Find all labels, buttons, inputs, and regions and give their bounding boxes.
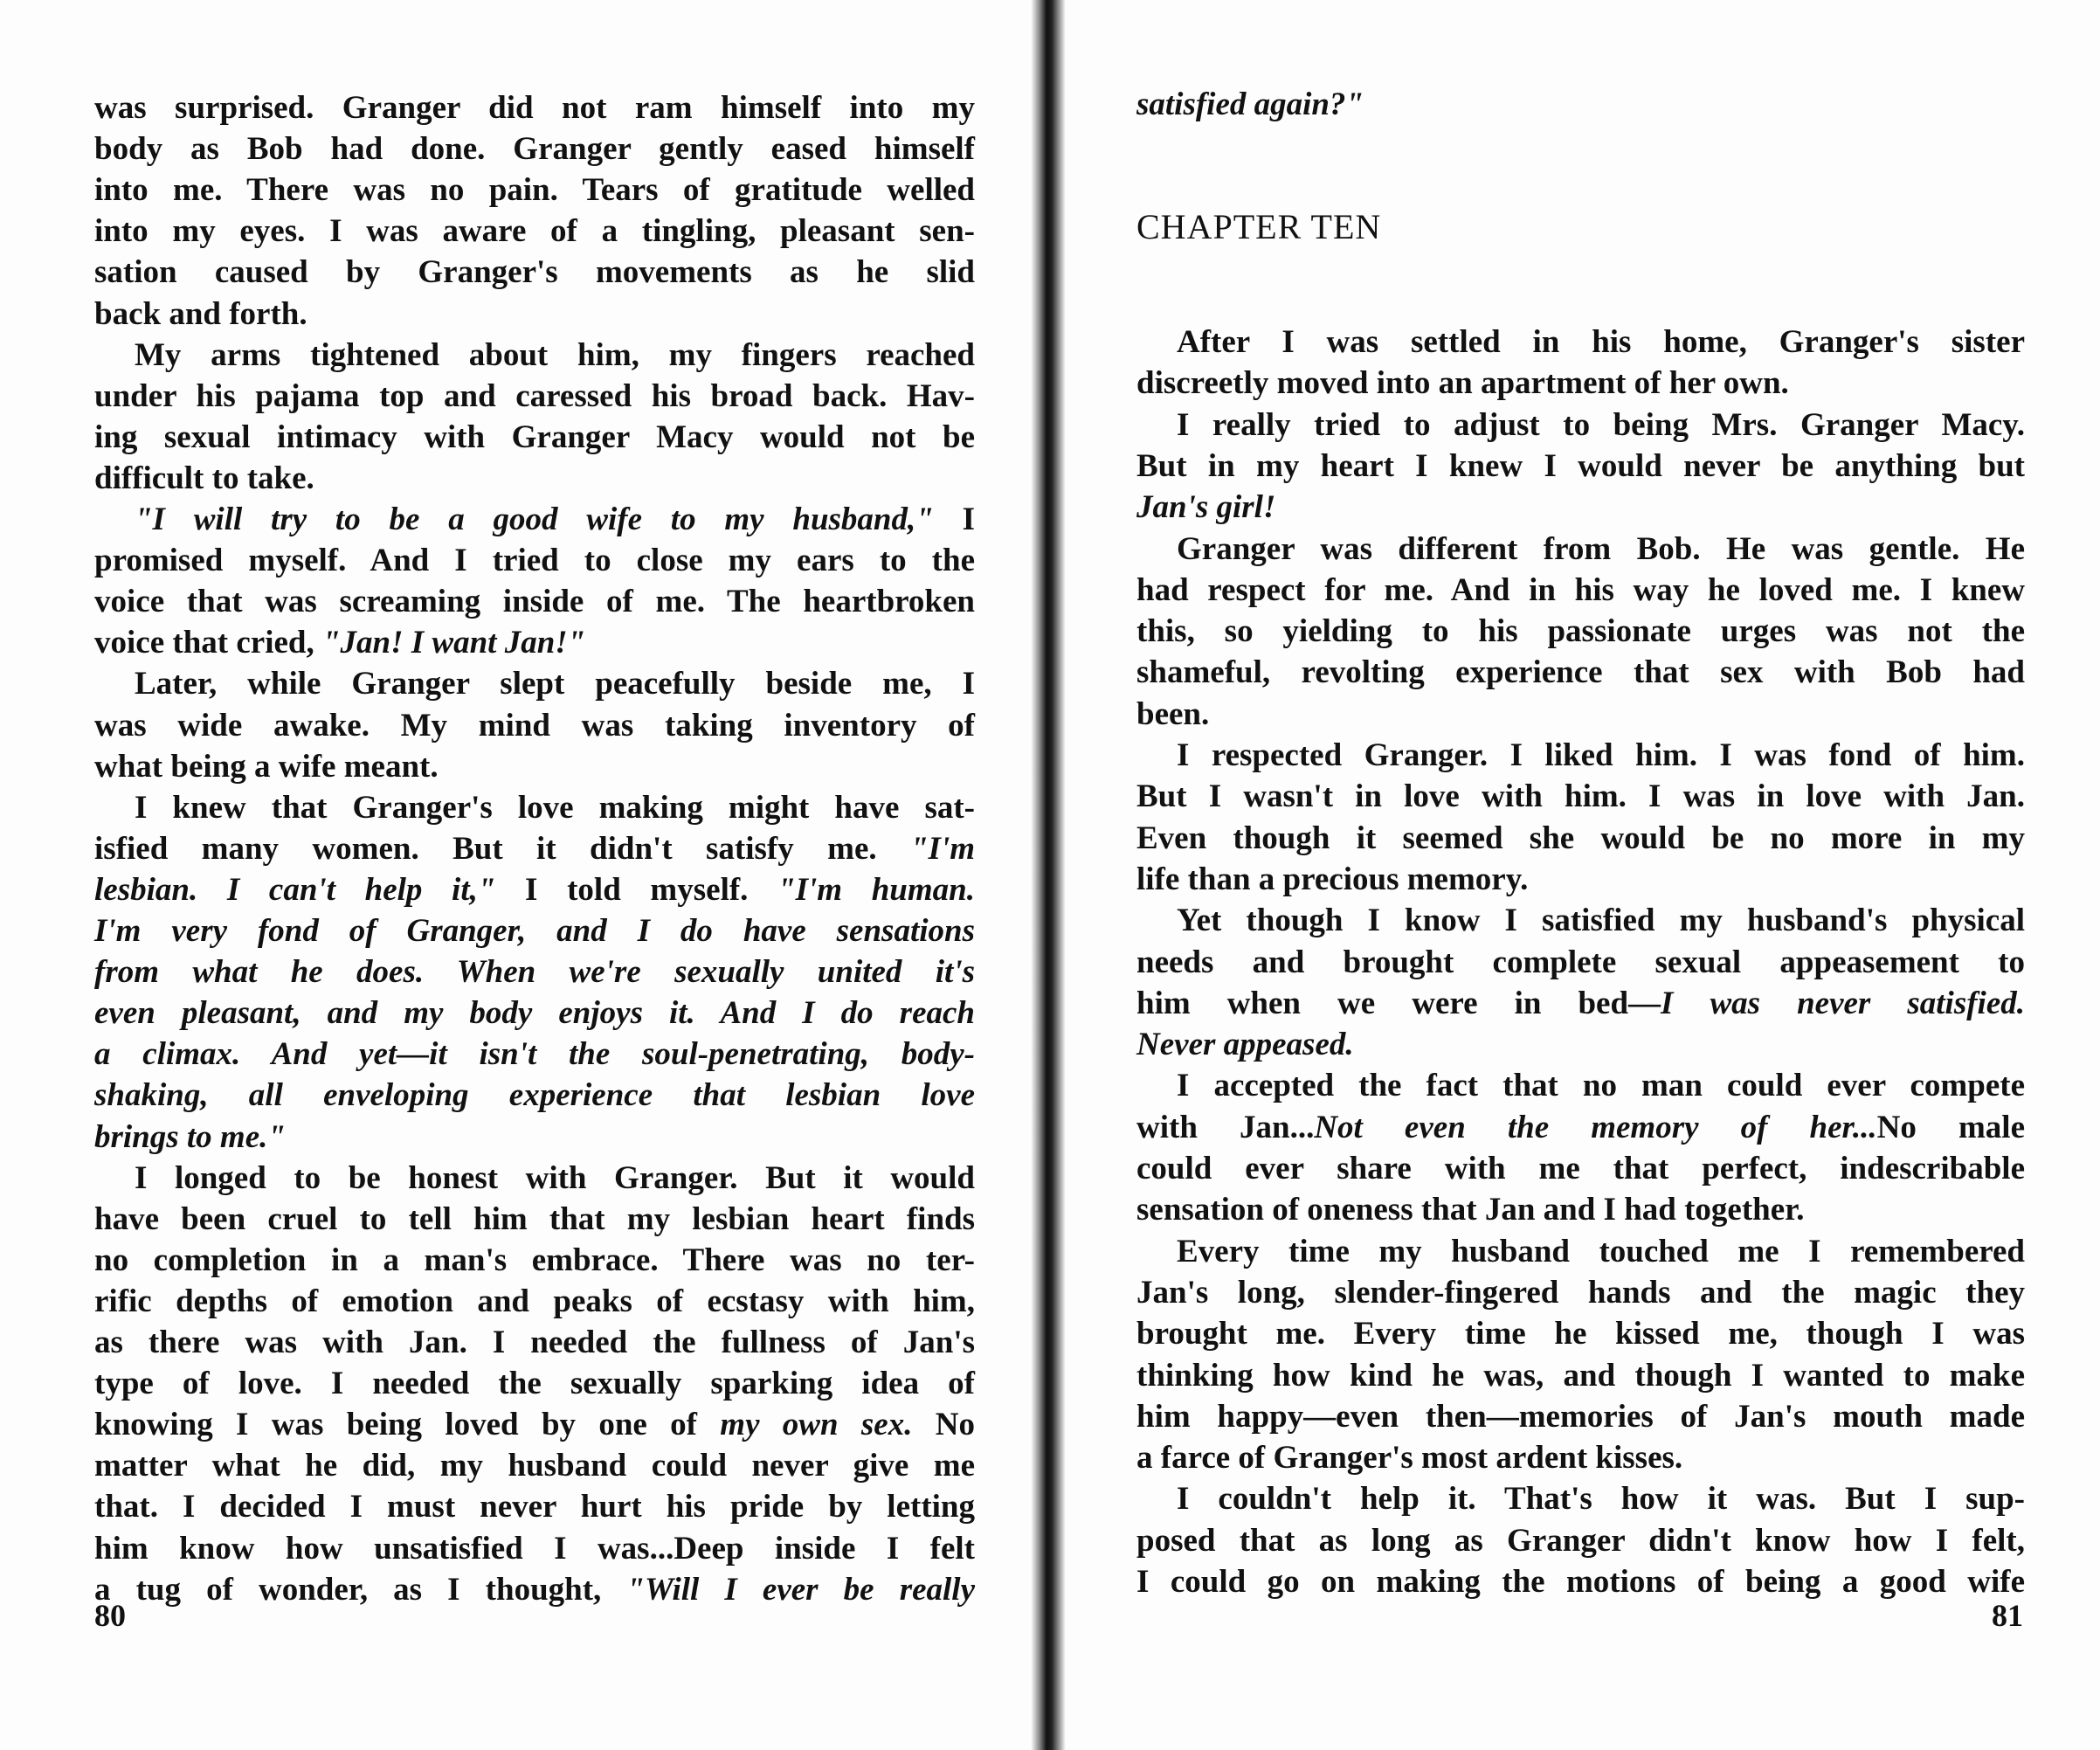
body-text: knowing I was being loved by one of <box>94 1407 721 1443</box>
body-text: been. <box>1136 695 1210 732</box>
body-text: a farce of Granger's most ardent kisses. <box>1136 1440 1683 1477</box>
italic-text: Not even the memory of her... <box>1314 1109 1877 1145</box>
body-text: with Jan... <box>1136 1109 1315 1145</box>
body-text: into my eyes. I was aware of a tingling, pleasant sen- <box>94 213 975 250</box>
italic-text: I'm very fond of Granger, and I do have sensations <box>94 913 975 949</box>
text-line <box>94 418 975 457</box>
text-line <box>94 377 975 416</box>
body-text: had respect for me. And in his way he loved me. I knew <box>1136 571 2025 608</box>
italic-text: I was never satisfied. <box>1661 985 2025 1021</box>
body-text: shameful, revolting experience that sex with Bob had <box>1136 654 2025 691</box>
text-line <box>1136 1357 2025 1395</box>
page-number-left: 80 <box>94 1598 126 1633</box>
body-text: him happy—even then—memories of Jan's mouth made <box>1136 1398 2025 1435</box>
body-text: a tug of wonder, as I thought, <box>94 1571 627 1608</box>
text-line <box>1177 323 2025 362</box>
text-line <box>1177 1067 2025 1105</box>
body-text: ing sexual intimacy with Granger Macy would not be <box>94 418 975 455</box>
italic-text: from what he does. When we're sexually united it's <box>94 954 975 991</box>
body-text: Jan's long, slender-fingered hands and the magic they <box>1136 1274 2025 1311</box>
body-text: I longed to be honest with Granger. But it would <box>135 1159 975 1196</box>
text-line <box>94 1035 975 1074</box>
body-text: type of love. I needed the sexually sparking idea of <box>94 1366 975 1402</box>
body-text: as there was with Jan. I needed the fullness of Jan's <box>94 1325 975 1360</box>
text-line <box>94 994 975 1033</box>
chapter-title: CHAPTER TEN <box>1136 207 1382 246</box>
text-line <box>1136 778 2025 816</box>
text-line <box>94 871 975 910</box>
text-line <box>94 212 975 251</box>
body-text: no completion in a man's embrace. There was no ter- <box>94 1242 975 1278</box>
body-text: sation caused by Granger's movements as he slid <box>94 254 975 291</box>
body-text: needs and brought complete sexual appeasement to <box>1136 944 2025 980</box>
italic-text: lesbian. I can't help it," <box>94 871 496 908</box>
italic-text: "I'm human. <box>777 871 975 908</box>
body-text: Yet though I know I satisfied my husband's physical <box>1177 903 2025 939</box>
italic-text: "I will try to be a good wife to my husband," <box>135 501 934 537</box>
body-text: I accepted the fact that no man could ever compete <box>1177 1068 2025 1104</box>
text-line <box>1177 530 2025 569</box>
text-line <box>1177 1233 2025 1271</box>
body-text: isfied many women. But it didn't satisfy me. <box>94 830 910 867</box>
italic-text: even pleasant, and my body enjoys it. And I do reach <box>94 995 975 1032</box>
continuation-text: satisfied again?" <box>1136 86 1364 122</box>
text-line <box>1136 1522 2025 1560</box>
italic-text: Never appeased. <box>1136 1027 1354 1063</box>
body-text: Later, while Granger slept peacefully beside me, I <box>135 666 975 702</box>
italic-text: "Jan! I want Jan!" <box>321 625 586 661</box>
text-line <box>94 171 975 210</box>
body-text: But I wasn't in love with him. I was in love with Jan. <box>1136 778 2025 815</box>
body-text: My arms tightened about him, my fingers reached <box>135 336 975 373</box>
text-line <box>94 1076 975 1115</box>
body-text: Granger was different from Bob. He was gentle. He <box>1177 530 2025 567</box>
body-text: I knew that Granger's love making might have sat- <box>135 789 975 826</box>
text-line <box>1136 1150 2025 1188</box>
body-text: No male <box>1876 1109 2025 1145</box>
text-line <box>94 1200 975 1239</box>
page-number-right: 81 <box>1992 1598 2023 1633</box>
text-line <box>1136 944 2025 982</box>
body-text: Even though it seemed she would be no more in my <box>1136 820 2025 856</box>
italic-text: my own sex. <box>720 1407 913 1443</box>
text-line <box>94 460 975 498</box>
text-line <box>1136 447 2025 486</box>
text-line <box>94 542 975 580</box>
text-line <box>94 748 975 786</box>
text-line <box>94 1488 975 1526</box>
text-line <box>1136 1274 2025 1312</box>
text-line <box>94 583 975 621</box>
body-text: him when we were in bed— <box>1136 985 1661 1021</box>
italic-text: shaking, all enveloping experience that lesbian love <box>94 1077 975 1114</box>
text-line <box>94 1530 975 1568</box>
body-text: brought me. Every time he kissed me, though I was <box>1136 1316 2025 1352</box>
text-line <box>94 295 975 334</box>
text-line <box>94 1242 975 1280</box>
text-line <box>1136 695 2025 734</box>
body-text: I couldn't help it. That's how it was. But I sup- <box>1177 1481 2025 1518</box>
body-text: back and forth. <box>94 295 307 332</box>
text-line <box>1177 1480 2025 1518</box>
body-text: matter what he did, my husband could never give me <box>94 1448 975 1484</box>
text-line <box>135 501 975 539</box>
text-line <box>94 1447 975 1485</box>
body-text: into me. There was no pain. Tears of gratitude welled <box>94 172 975 209</box>
italic-text: Jan's girl! <box>1136 489 1276 526</box>
body-text: I could go on making the motions of being a good wife <box>1136 1564 2025 1600</box>
text-line <box>1136 364 2025 403</box>
text-line <box>1177 737 2025 775</box>
text-line <box>135 789 975 827</box>
text-line <box>1136 1191 2025 1229</box>
body-text: body as Bob had done. Granger gently eased himself <box>94 131 975 168</box>
text-line <box>1136 612 2025 651</box>
text-line <box>94 130 975 169</box>
body-text: I <box>933 501 975 537</box>
body-text: I told myself. <box>495 871 778 908</box>
text-line <box>1177 406 2025 445</box>
text-line <box>94 1406 975 1444</box>
text-line <box>135 336 975 375</box>
text-line <box>94 1571 975 1609</box>
body-text: voice that was screaming inside of me. The heartbroken <box>94 584 975 620</box>
text-line <box>1136 1398 2025 1436</box>
text-line <box>94 1283 975 1321</box>
body-text: that. I decided I must never hurt his pride by letting <box>94 1489 975 1525</box>
body-text: No <box>912 1407 975 1443</box>
text-line <box>94 912 975 951</box>
body-text: difficult to take. <box>94 460 314 496</box>
text-line <box>1136 820 2025 858</box>
body-text: Every time my husband touched me I remembered <box>1177 1233 2025 1269</box>
text-line <box>1136 1439 2025 1477</box>
body-text: under his pajama top and caressed his broad back. Hav- <box>94 377 975 414</box>
body-text: voice that cried, <box>94 625 322 661</box>
body-text: what being a wife meant. <box>94 748 439 785</box>
text-line <box>135 1159 975 1198</box>
body-text: I really tried to adjust to being Mrs. Granger Macy. <box>1177 406 2025 443</box>
italic-text: "Will I ever be really <box>626 1571 975 1608</box>
text-line <box>135 665 975 703</box>
italic-text: a climax. And yet—it isn't the soul-penetrating, body- <box>94 1036 975 1073</box>
italic-text: brings to me." <box>94 1118 286 1155</box>
text-line <box>1136 985 2025 1023</box>
text-line <box>94 830 975 868</box>
text-line <box>1136 1315 2025 1353</box>
body-text: promised myself. And I tried to close my ears to the <box>94 543 975 579</box>
body-text: have been cruel to tell him that my lesbian heart finds <box>94 1200 975 1237</box>
body-text: was surprised. Granger did not ram himself into my <box>94 90 975 126</box>
body-text: life than a precious memory. <box>1136 861 1529 897</box>
text-line <box>94 953 975 992</box>
body-text: was wide awake. My mind was taking inventory of <box>94 707 975 744</box>
body-text: But in my heart I knew I would never be anything but <box>1136 447 2025 484</box>
text-line <box>94 253 975 292</box>
text-line <box>1136 1109 2025 1147</box>
italic-text: "I'm <box>910 830 975 867</box>
body-text: posed that as long as Granger didn't know how I felt, <box>1136 1522 2025 1559</box>
body-text: could ever share with me that perfect, indescribable <box>1136 1151 2025 1186</box>
text-line <box>1136 1026 2025 1064</box>
body-text: him know how unsatisfied I was...Deep inside I felt <box>94 1530 975 1567</box>
body-text: I respected Granger. I liked him. I was fond of him. <box>1177 737 2025 773</box>
body-text: rific depths of emotion and peaks of ecstasy with him, <box>94 1283 975 1319</box>
text-line <box>1136 654 2025 692</box>
text-line <box>94 1365 975 1403</box>
text-line <box>1136 861 2025 899</box>
text-line <box>1177 902 2025 940</box>
body-text: sensation of oneness that Jan and I had together. <box>1136 1192 1805 1228</box>
text-line <box>94 707 975 745</box>
text-line <box>94 1118 975 1157</box>
body-text: discreetly moved into an apartment of her own. <box>1136 365 1789 402</box>
text-line <box>94 89 975 128</box>
text-line <box>94 624 975 662</box>
text-line <box>1136 1563 2025 1601</box>
text-line <box>1136 571 2025 610</box>
book-spine <box>1031 0 1066 1750</box>
text-line <box>1136 488 2025 527</box>
body-text: thinking how kind he was, and though I wanted to make <box>1136 1357 2025 1394</box>
body-text: After I was settled in his home, Granger's sister <box>1177 324 2025 360</box>
body-text: this, so yielding to his passionate urges was not the <box>1136 613 2025 650</box>
text-line <box>94 1324 975 1362</box>
